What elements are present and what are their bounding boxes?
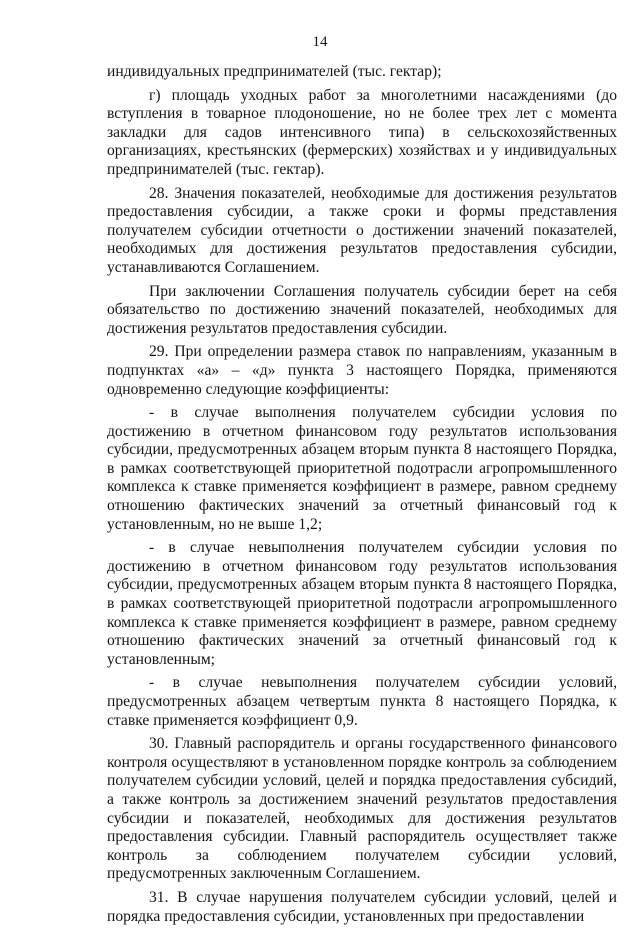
paragraph-2: г) площадь уходных работ за многолетними насаждениями (до вступления в товарное плодоношение, но не более трех лет с момента закладки для садов интенсивного типа) в сельскохозяйственных организациях, крестьянских (фермерских) хозяйствах и у индивидуальных предпринимателей (тыс. гектар). bbox=[107, 86, 617, 178]
document-body bbox=[107, 63, 617, 931]
paragraph-10: 31. В случае нарушения получателем субсидии условий, целей и порядка предоставления субсидии, установленных при предоставлении bbox=[107, 888, 617, 925]
page-number: 14 bbox=[312, 34, 328, 50]
paragraph-1: индивидуальных предпринимателей (тыс. гектар); bbox=[107, 63, 442, 80]
paragraph-3: 28. Значения показателей, необходимые для достижения результатов предоставления субсидии, а также сроки и формы представления получателем субсидии отчетности о достижении значений показателей, необходимых для достижения результатов предоставления субсидии, устанавливаются Соглашением. bbox=[107, 184, 617, 276]
paragraph-6: - в случае выполнения получателем субсидии условия по достижению в отчетном финансовом году результатов использования субсидии, предусмотренных абзацем вторым пункта 8 настоящего Порядка, в рамках соответствующей приоритетной подотрасли агропромышленного комплекса к ставке применяется коэффициент в размере, равном среднему отношению фактических значений за отчетный финансовый год к установленным, но не выше 1,2; bbox=[107, 404, 617, 533]
paragraph-4: При заключении Соглашения получатель субсидии берет на себя обязательство по достижению значений показателей, необходимых для достижения результатов предоставления субсидии. bbox=[107, 282, 617, 337]
paragraph-8: - в случае невыполнения получателем субсидии условий, предусмотренных абзацем четвертым пункта 8 настоящего Порядка, к ставке применяется коэффициент 0,9. bbox=[107, 674, 617, 729]
paragraph-9: 30. Главный распорядитель и органы государственного финансового контроля осуществляют в установленном порядке контроль за соблюдением получателем субсидии условий, целей и порядка предоставления субсидий, а также контроль за достижением значений результатов предоставления субсидии и показателей, необходимых для достижения результатов предоставления субсидии. Главный распорядитель осуществляет также контроль за соблюдением получателем субсидии условий, предусмотренных заключенным Соглашением. bbox=[107, 735, 617, 883]
paragraph-7: - в случае невыполнения получателем субсидии условия по достижению в отчетном финансовом году результатов использования субсидии, предусмотренных абзацем вторым пункта 8 настоящего Порядка, в рамках соответствующей приоритетной подотрасли агропромышленного комплекса к ставке применяется коэффициент в размере, равном среднему отношению фактических значений за отчетный финансовый год к установленным; bbox=[107, 539, 617, 668]
paragraph-5: 29. При определении размера ставок по направлениям, указанным в подпунктах «а» – «д» пункта 3 настоящего Порядка, применяются одновременно следующие коэффициенты: bbox=[107, 343, 617, 398]
